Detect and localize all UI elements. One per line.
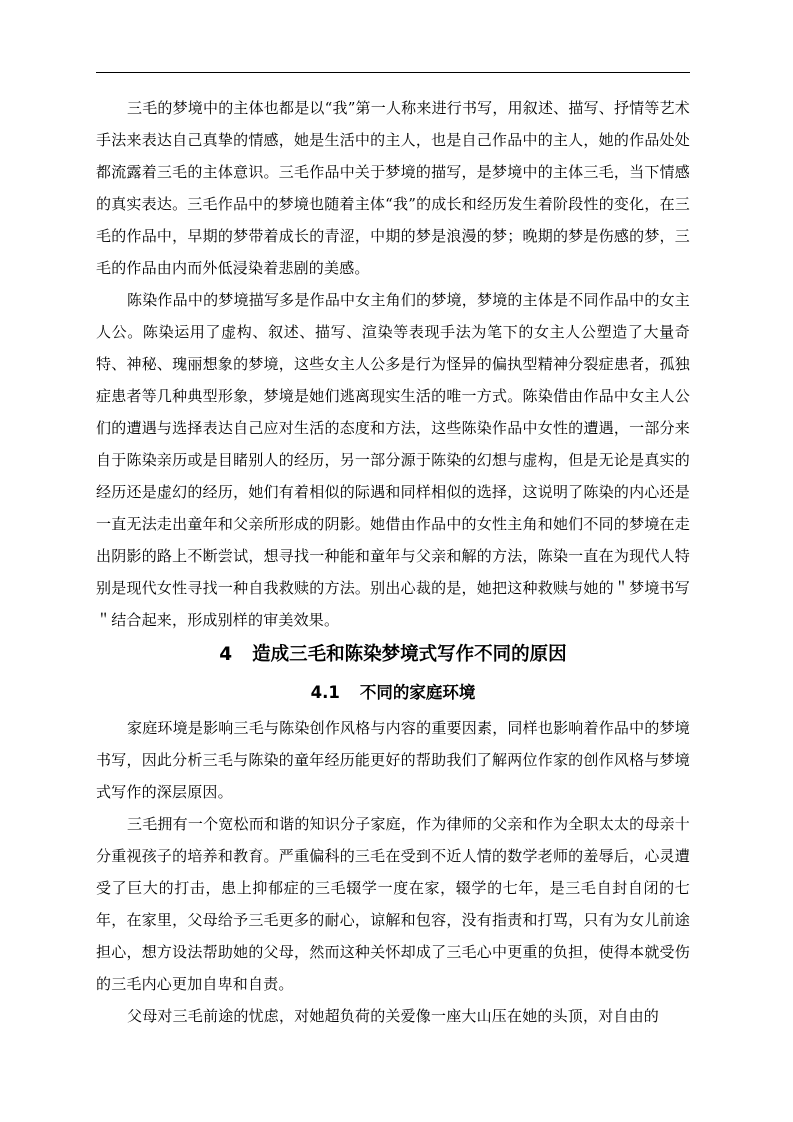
paragraph: 三毛拥有一个宽松而和谐的知识分子家庭，作为律师的父亲和作为全职太太的母亲十分重视孩子的培养和教育。严重偏科的三毛在受到不近人情的数学老师的羞辱后，心灵遭受了巨大的打击，患上抑郁症的三毛辍学一度在家，辍学的七年，是三毛自封自闭的七年，在家里，父母给予三毛更多的耐心，谅解和包容，没有指责和打骂，只有为女儿前途担心，想方设法帮助她的父母，然而这种关怀却成了三毛心中更重的负担，使得本就受伤的三毛内心更加自卑和自责。 — [96, 815, 690, 993]
paragraph: 三毛的梦境中的主体也都是以“我”第一人称来进行书写，用叙述、描写、抒情等艺术手法来表达自己真挚的情感，她是生活中的主人，也是自己作品中的主人，她的作品处处都流露着三毛的主体意识。三毛作品中关于梦境的描写，是梦境中的主体三毛，当下情感的真实表达。三毛作品中的梦境也随着主体“我”的成长和经历发生着阶段性的变化，在三毛的作品中，早期的梦带着成长的青涩，中期的梦是浪漫的梦；晚期的梦是伤感的梦，三毛的作品由内而外低浸染着悲剧的美感。 — [96, 99, 690, 277]
document-body — [96, 92, 690, 1032]
section-heading — [96, 636, 690, 674]
header-rule — [96, 72, 690, 73]
subsection-heading — [96, 674, 690, 712]
subsection-number: 4.1 — [310, 683, 340, 702]
paragraph: 家庭环境是影响三毛与陈染创作风格与内容的重要因素，同样也影响着作品中的梦境书写，因此分析三毛与陈染的童年经历能更好的帮助我们了解两位作家的创作风格与梦境式写作的深层原因。 — [96, 719, 690, 801]
section-number: 4 — [219, 644, 233, 665]
section-title: 造成三毛和陈染梦境式写作不同的原因 — [252, 644, 567, 665]
paragraph: 父母对三毛前途的忧虑，对她超负荷的关爱像一座大山压在她的头顶，对自由的 — [127, 1007, 660, 1025]
paragraph: 陈染作品中的梦境描写多是作品中女主角们的梦境，梦境的主体是不同作品中的女主人公。陈染运用了虚构、叙述、描写、渲染等表现手法为笔下的女主人公塑造了大量奇特、神秘、瑰丽想象的梦境，这些女主人公多是行为怪异的偏执型精神分裂症患者，孤独症患者等几种典型形象，梦境是她们逃离现实生活的唯一方式。陈染借由作品中女主人公们的遭遇与选择表达自己应对生活的态度和方法，这些陈染作品中女性的遭遇，一部分来自于陈染亲历或是目睹别人的经历，另一部分源于陈染的幻想与虚构，但是无论是真实的经历还是虚幻的经历，她们有着相似的际遇和同样相似的选择，这说明了陈染的内心还是一直无法走出童年和父亲所形成的阴影。她借由作品中的女性主角和她们不同的梦境在走出阴影的路上不断尝试，想寻找一种能和童年与父亲和解的方法，陈染一直在为现代人特别是现代女性寻找一种自我救赎的方法。别出心裁的是，她把这种救赎与她的＂梦境书写＂结合起来，形成别样的审美效果。 — [96, 291, 690, 629]
subsection-title: 不同的家庭环境 — [359, 683, 476, 702]
